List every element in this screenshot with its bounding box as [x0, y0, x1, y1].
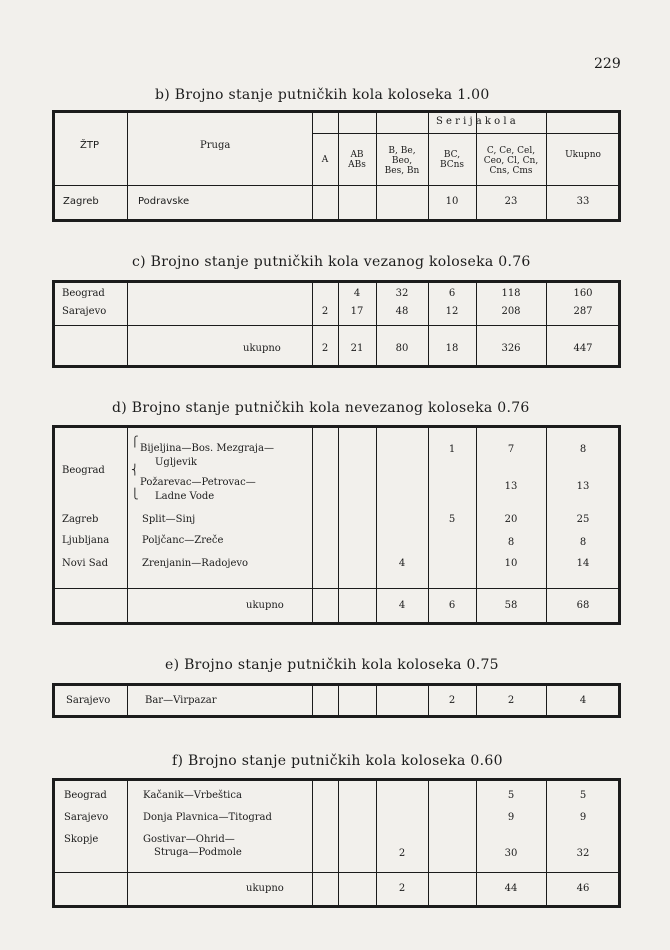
- column-header: C, Ce, Cel,: [486, 146, 536, 156]
- table-c-col-divider: [127, 280, 128, 368]
- table-c-right-border: [618, 280, 621, 368]
- table-c-value: 118: [501, 288, 521, 299]
- brace-glyph: ⎧: [131, 437, 139, 448]
- table-f-col-divider: [312, 778, 313, 908]
- table-c-total-value: 447: [573, 343, 593, 354]
- table-d-value: 13: [576, 481, 590, 492]
- table-c-total-value: 326: [501, 343, 521, 354]
- caption-b: b) Brojno stanje putničkih kola koloseka 1.00: [155, 87, 490, 103]
- pruga-cell: Bar—Virpazar: [145, 695, 217, 706]
- table-f-value: 9: [579, 812, 587, 823]
- table-e-col-divider: [338, 683, 339, 718]
- table-d-total-rule: [53, 588, 620, 589]
- table-c-total-value: 18: [445, 343, 459, 354]
- column-header: ABs: [348, 160, 366, 170]
- table-d-value: 7: [507, 444, 515, 455]
- table-d-total-value: 4: [398, 600, 406, 611]
- column-header: Ukupno: [565, 150, 601, 160]
- table-d-frame: [53, 425, 620, 625]
- table-f-value: 5: [579, 790, 587, 801]
- table-b-value: 33: [576, 196, 590, 207]
- ztp-cell: Novi Sad: [62, 558, 109, 569]
- table-f-col-divider: [338, 778, 339, 908]
- total-label: ukupno: [246, 600, 284, 611]
- table-d-value: 10: [504, 558, 518, 569]
- ztp-cell: Beograd: [64, 790, 107, 801]
- brace-glyph: ⎩: [131, 489, 139, 500]
- table-b-left-border: [52, 110, 55, 222]
- table-d-col-divider: [428, 425, 429, 625]
- table-c-total-value: 21: [350, 343, 364, 354]
- table-e-value: 2: [507, 695, 515, 706]
- table-f-value: 5: [507, 790, 515, 801]
- column-header: BC,: [443, 150, 461, 160]
- pruga-cell: Kačanik—Vrbeštica: [143, 790, 242, 801]
- table-d-value: 8: [579, 444, 587, 455]
- table-f-total-value: 46: [576, 883, 590, 894]
- ztp-cell: Sarajevo: [62, 306, 107, 317]
- ztp-cell: Zagreb: [62, 514, 99, 525]
- table-e-left-border: [52, 683, 55, 718]
- table-d-col-divider: [127, 425, 128, 625]
- table-d-value: 14: [576, 558, 590, 569]
- column-header: AB: [350, 150, 364, 160]
- table-c-total-value: 80: [395, 343, 409, 354]
- pruga-cell: Zrenjanin—Radojevo: [142, 558, 249, 569]
- pruga-header: Pruga: [200, 140, 231, 151]
- pruga-cell: Donja Plavnica—Titograd: [143, 812, 272, 823]
- pruga-cell: Struga—Podmole: [154, 847, 242, 858]
- table-f-left-border: [52, 778, 55, 908]
- table-f-value: 32: [576, 848, 590, 859]
- column-header: BCns: [439, 160, 465, 170]
- pruga-cell: Ugljevik: [155, 457, 197, 468]
- table-e-col-divider: [127, 683, 128, 718]
- table-c-total-rule: [53, 325, 620, 326]
- table-d-col-divider: [338, 425, 339, 625]
- column-header: Bes, Bn: [384, 166, 420, 176]
- table-f-col-divider: [127, 778, 128, 908]
- brace-glyph: ⎨: [131, 465, 139, 476]
- pruga-cell: Ladne Vode: [155, 491, 215, 502]
- table-c-value: 2: [321, 306, 329, 317]
- ztp-cell: Skopje: [64, 834, 99, 845]
- caption-c: c) Brojno stanje putničkih kola vezanog koloseka 0.76: [132, 254, 531, 270]
- table-b-header-rule: [53, 185, 620, 186]
- table-d-left-border: [52, 425, 55, 625]
- table-f-total-value: 2: [398, 883, 406, 894]
- table-c-value: 32: [395, 288, 409, 299]
- total-label: ukupno: [243, 343, 281, 354]
- table-d-col-divider: [376, 425, 377, 625]
- table-d-total-value: 6: [448, 600, 456, 611]
- column-header: B, Be,: [388, 146, 416, 156]
- table-c-value: 208: [501, 306, 521, 317]
- table-c-value: 48: [395, 306, 409, 317]
- table-d-value: 25: [576, 514, 590, 525]
- table-f-col-divider: [476, 778, 477, 908]
- table-e-col-divider: [376, 683, 377, 718]
- table-e-right-border: [618, 683, 621, 718]
- pruga-cell: Podravske: [138, 196, 190, 207]
- page-number: 229: [594, 56, 621, 72]
- table-b-value: 23: [504, 196, 518, 207]
- table-d-col-divider: [312, 425, 313, 625]
- table-d-value: 1: [448, 444, 456, 455]
- table-c-value: 4: [353, 288, 361, 299]
- column-header: Cns, Cms: [489, 166, 533, 176]
- table-e-value: 4: [579, 695, 587, 706]
- table-c-col-divider: [546, 280, 547, 368]
- column-header: Beo,: [391, 156, 413, 166]
- table-f-right-border: [618, 778, 621, 908]
- column-header: A: [321, 155, 329, 165]
- caption-f: f) Brojno stanje putničkih kola koloseka 0.60: [172, 753, 503, 769]
- table-c-value: 17: [350, 306, 364, 317]
- table-d-right-border: [618, 425, 621, 625]
- ztp-header: ŽTP: [80, 140, 99, 151]
- table-b-value: 10: [445, 196, 459, 207]
- pruga-cell: Split—Sinj: [142, 514, 196, 525]
- table-d-value: 5: [448, 514, 456, 525]
- table-f-total-rule: [53, 872, 620, 873]
- table-e-col-divider: [312, 683, 313, 718]
- column-header: Ceo, Cl, Cn,: [483, 156, 539, 166]
- caption-e: e) Brojno stanje putničkih kola koloseka 0.75: [165, 657, 499, 673]
- table-d-total-value: 58: [504, 600, 518, 611]
- ztp-cell: Sarajevo: [66, 695, 111, 706]
- table-f-value: 9: [507, 812, 515, 823]
- table-d-total-value: 68: [576, 600, 590, 611]
- serija-header: S e r i j a k o l a: [436, 116, 516, 127]
- table-f-value: 2: [398, 848, 406, 859]
- ztp-cell: Beograd: [62, 465, 105, 476]
- ztp-cell: Beograd: [62, 288, 105, 299]
- table-d-col-divider: [476, 425, 477, 625]
- table-d-value: 8: [579, 537, 587, 548]
- table-e-col-divider: [546, 683, 547, 718]
- table-b-serija-rule: [312, 133, 620, 134]
- pruga-cell: Gostivar—Ohrid—: [143, 834, 235, 845]
- table-e-value: 2: [448, 695, 456, 706]
- caption-d: d) Brojno stanje putničkih kola nevezanog koloseka 0.76: [112, 400, 530, 416]
- table-c-value: 160: [573, 288, 593, 299]
- table-c-value: 12: [445, 306, 459, 317]
- table-b-col-divider: [546, 110, 547, 222]
- table-b-right-border: [618, 110, 621, 222]
- table-f-col-divider: [546, 778, 547, 908]
- total-label: ukupno: [246, 883, 284, 894]
- table-d-value: 8: [507, 537, 515, 548]
- table-c-total-value: 2: [321, 343, 329, 354]
- table-c-left-border: [52, 280, 55, 368]
- table-d-col-divider: [546, 425, 547, 625]
- table-d-value: 4: [398, 558, 406, 569]
- ztp-cell: Zagreb: [63, 196, 99, 207]
- table-c-value: 287: [573, 306, 593, 317]
- table-f-value: 30: [504, 848, 518, 859]
- table-c-col-divider: [312, 280, 313, 368]
- table-f-total-value: 44: [504, 883, 518, 894]
- pruga-cell: Požarevac—Petrovac—: [140, 477, 256, 488]
- ztp-cell: Sarajevo: [64, 812, 109, 823]
- pruga-cell: Poljčanc—Zreče: [142, 535, 224, 546]
- table-b-col-divider: [127, 110, 128, 222]
- table-d-value: 13: [504, 481, 518, 492]
- table-c-value: 6: [448, 288, 456, 299]
- ztp-cell: Ljubljana: [62, 535, 110, 546]
- pruga-cell: Bijeljina—Bos. Mezgraja—: [140, 443, 274, 454]
- table-d-value: 20: [504, 514, 518, 525]
- table-b-col-divider: [312, 110, 313, 222]
